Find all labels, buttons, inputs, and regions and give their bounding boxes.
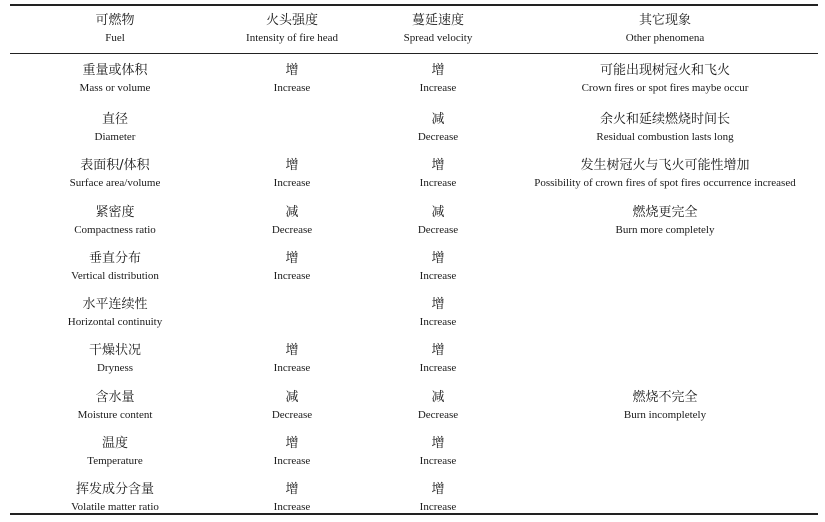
cell-spread <box>364 244 512 290</box>
cell-intensity <box>220 105 364 151</box>
spread-en: Increase <box>419 362 457 375</box>
intensity-en: Increase <box>273 82 311 94</box>
fuel-zh: 挥发成分含量 <box>75 482 154 498</box>
other-en: Residual combustion lasts long <box>596 131 734 143</box>
cell-fuel <box>10 336 220 382</box>
fuel-en: Surface area/volume <box>69 177 161 190</box>
spread-zh: 增 <box>431 482 445 498</box>
cell-other <box>512 429 818 475</box>
intensity-zh: 增 <box>285 63 299 78</box>
cell-fuel <box>10 105 220 151</box>
intensity-en: Decrease <box>271 408 313 421</box>
fuel-en: Mass or volume <box>79 82 151 94</box>
intensity-zh: 减 <box>285 389 299 405</box>
spread-zh: 减 <box>431 204 445 220</box>
table-row <box>10 244 818 290</box>
spread-zh: 增 <box>431 436 445 452</box>
cell-other <box>512 383 818 429</box>
spread-zh: 增 <box>431 63 445 78</box>
spread-en: Decrease <box>417 223 459 236</box>
spread-en: Increase <box>419 455 457 468</box>
fuel-zh: 温度 <box>101 436 128 452</box>
fuel-zh: 垂直分布 <box>88 250 141 266</box>
table-row <box>10 290 818 336</box>
cell-other <box>512 336 818 382</box>
intensity-zh: 增 <box>285 158 299 174</box>
table-row <box>10 53 818 105</box>
intensity-en: Increase <box>273 362 311 375</box>
table-row <box>10 336 818 382</box>
fuel-en: Compactness ratio <box>74 223 156 236</box>
header-spread-en: Spread velocity <box>403 32 473 44</box>
cell-intensity <box>220 151 364 197</box>
spread-en: Increase <box>419 316 457 329</box>
header-other-en: Other phenomena <box>625 32 705 44</box>
table-row <box>10 151 818 197</box>
cell-fuel <box>10 429 220 475</box>
intensity-zh: 减 <box>285 204 299 220</box>
cell-intensity <box>220 53 364 105</box>
fuel-zh: 含水量 <box>95 389 135 405</box>
header-intensity-zh: 火头强度 <box>265 13 318 28</box>
spread-en: Increase <box>419 82 457 94</box>
header-fuel-zh: 可燃物 <box>95 13 135 28</box>
spread-zh: 增 <box>431 250 445 266</box>
fuel-zh: 水平连续性 <box>82 297 148 313</box>
intensity-en: Decrease <box>271 223 313 236</box>
cell-fuel <box>10 475 220 521</box>
fuel-en: Moisture content <box>77 408 153 421</box>
fuel-en: Dryness <box>96 362 134 375</box>
table-row <box>10 105 818 151</box>
cell-intensity <box>220 429 364 475</box>
intensity-zh: 增 <box>285 482 299 498</box>
cell-intensity <box>220 198 364 244</box>
cell-intensity <box>220 290 364 336</box>
header-spread-zh: 蔓延速度 <box>411 13 464 28</box>
header-other-zh: 其它现象 <box>638 13 691 28</box>
header-fuel-en: Fuel <box>105 32 125 44</box>
intensity-en: Increase <box>273 177 311 190</box>
cell-spread <box>364 429 512 475</box>
header-intensity <box>220 5 364 53</box>
other-zh: 可能出现树冠火和飞火 <box>599 63 730 78</box>
data-table <box>10 5 818 522</box>
other-zh: 余火和延续燃烧时间长 <box>599 112 730 127</box>
cell-spread <box>364 198 512 244</box>
cell-intensity <box>220 336 364 382</box>
cell-intensity <box>220 383 364 429</box>
fuel-zh: 紧密度 <box>95 204 135 220</box>
fuel-zh: 直径 <box>101 112 128 127</box>
table-header <box>10 5 818 53</box>
header-fuel <box>10 5 220 53</box>
cell-spread <box>364 151 512 197</box>
table-row <box>10 198 818 244</box>
table-row <box>10 475 818 521</box>
header-other <box>512 5 818 53</box>
other-zh: 燃烧更完全 <box>632 204 698 220</box>
other-en: Burn more completely <box>615 223 715 236</box>
fuel-zh: 表面积/体积 <box>80 158 150 174</box>
spread-en: Increase <box>419 177 457 190</box>
spread-zh: 减 <box>431 389 445 405</box>
cell-intensity <box>220 244 364 290</box>
cell-intensity <box>220 475 364 521</box>
cell-fuel <box>10 244 220 290</box>
fuel-en: Horizontal continuity <box>67 316 163 329</box>
intensity-en: Increase <box>273 501 311 514</box>
other-en: Possibility of crown fires of spot fires occurrence increased <box>534 177 796 190</box>
cell-fuel <box>10 53 220 105</box>
cell-other <box>512 151 818 197</box>
intensity-zh: 增 <box>285 250 299 266</box>
other-en: Crown fires or spot fires maybe occur <box>581 82 749 94</box>
spread-zh: 增 <box>431 343 445 359</box>
fuel-en: Volatile matter ratio <box>71 501 159 514</box>
intensity-en: Increase <box>273 455 311 468</box>
cell-spread <box>364 336 512 382</box>
fuel-en: Diameter <box>94 131 136 143</box>
fuel-en: Vertical distribution <box>71 269 159 282</box>
spread-zh: 增 <box>431 297 445 313</box>
cell-spread <box>364 290 512 336</box>
spread-en: Decrease <box>417 408 459 421</box>
fuel-en: Temperature <box>87 455 143 468</box>
spread-zh: 增 <box>431 158 445 174</box>
cell-other <box>512 105 818 151</box>
cell-other <box>512 198 818 244</box>
cell-other <box>512 290 818 336</box>
table-body <box>10 53 818 522</box>
header-spread <box>364 5 512 53</box>
fuel-zh: 干燥状况 <box>88 343 141 359</box>
cell-fuel <box>10 198 220 244</box>
other-en: Burn incompletely <box>623 408 707 421</box>
spread-en: Increase <box>419 501 457 514</box>
cell-other <box>512 53 818 105</box>
intensity-zh: 增 <box>285 343 299 359</box>
cell-other <box>512 244 818 290</box>
cell-other <box>512 475 818 521</box>
other-zh: 燃烧不完全 <box>632 389 698 405</box>
cell-spread <box>364 475 512 521</box>
cell-spread <box>364 105 512 151</box>
table-row <box>10 383 818 429</box>
cell-fuel <box>10 290 220 336</box>
cell-spread <box>364 53 512 105</box>
other-zh: 发生树冠火与飞火可能性增加 <box>580 158 750 174</box>
cell-fuel <box>10 151 220 197</box>
cell-spread <box>364 383 512 429</box>
spread-en: Decrease <box>417 131 459 143</box>
table-row <box>10 429 818 475</box>
header-row <box>10 5 818 53</box>
intensity-en: Increase <box>273 269 311 282</box>
spread-zh: 减 <box>431 112 445 127</box>
cell-fuel <box>10 383 220 429</box>
fuel-zh: 重量或体积 <box>82 63 148 78</box>
intensity-zh: 增 <box>285 436 299 452</box>
spread-en: Increase <box>419 269 457 282</box>
header-intensity-en: Intensity of fire head <box>246 32 338 44</box>
